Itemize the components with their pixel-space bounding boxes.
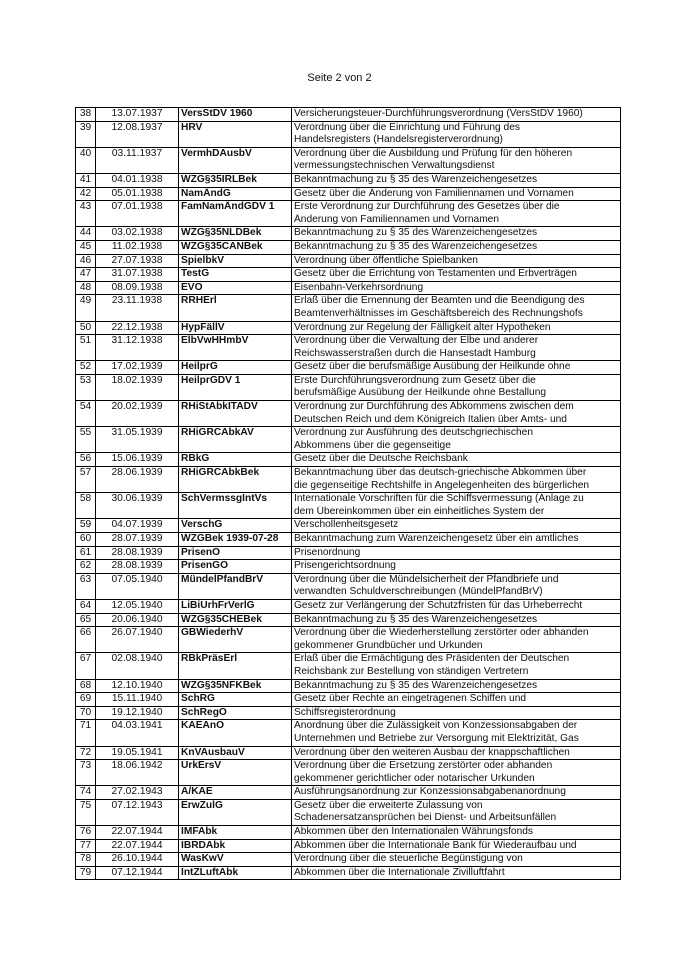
row-number: 49 — [76, 295, 96, 321]
page-header: Seite 2 von 2 — [307, 72, 372, 84]
table-row — [76, 546, 621, 560]
row-date: 22.07.1944 — [96, 826, 179, 840]
table-row — [76, 826, 621, 840]
row-number: 58 — [76, 493, 96, 519]
table-row — [76, 853, 621, 867]
row-title — [292, 201, 621, 227]
row-title-line: Verordnung zur Regelung der Fälligkeit alter Hypotheken — [294, 321, 551, 333]
row-number: 55 — [76, 427, 96, 453]
row-number: 44 — [76, 227, 96, 241]
row-abbreviation: GBWiederhV — [179, 627, 292, 653]
row-title-line: Gesetz zur Verlängerung der Schutzfristen für das Urheberrecht — [294, 599, 583, 611]
row-date: 11.02.1938 — [96, 240, 179, 254]
row-abbreviation: RRHErl — [179, 295, 292, 321]
row-abbreviation: WZG§35CANBek — [179, 240, 292, 254]
row-number: 57 — [76, 467, 96, 493]
row-number: 72 — [76, 746, 96, 760]
row-abbreviation: HeilprGDV 1 — [179, 374, 292, 400]
row-number: 77 — [76, 839, 96, 853]
row-date: 07.12.1943 — [96, 799, 179, 825]
row-abbreviation: IMFAbk — [179, 826, 292, 840]
row-title-line: Schadenersatzansprüchen bei Dienst- und Arbeitsunfällen — [294, 812, 557, 824]
table-row — [76, 720, 621, 746]
table-row — [76, 693, 621, 707]
row-title — [292, 121, 621, 147]
row-title — [292, 866, 621, 880]
row-title — [292, 627, 621, 653]
row-date: 03.02.1938 — [96, 227, 179, 241]
row-number: 39 — [76, 121, 96, 147]
row-title — [292, 268, 621, 282]
row-date: 31.12.1938 — [96, 335, 179, 361]
law-table — [75, 107, 621, 880]
table-row — [76, 760, 621, 786]
row-number: 38 — [76, 108, 96, 122]
row-title-line: Verordnung über öffentliche Spielbanken — [294, 254, 478, 266]
row-title — [292, 573, 621, 599]
table-row — [76, 706, 621, 720]
row-title — [292, 519, 621, 533]
row-number: 68 — [76, 679, 96, 693]
row-title-line: Verordnung zur Ausführung des deutschgriechischen — [294, 427, 533, 439]
table-row — [76, 799, 621, 825]
row-abbreviation: IntZLuftAbk — [179, 866, 292, 880]
row-title — [292, 693, 621, 707]
row-date: 28.06.1939 — [96, 467, 179, 493]
table-row — [76, 427, 621, 453]
table-row — [76, 679, 621, 693]
row-number: 42 — [76, 187, 96, 201]
row-date: 18.02.1939 — [96, 374, 179, 400]
row-number: 61 — [76, 546, 96, 560]
row-abbreviation: MündelPfandBrV — [179, 573, 292, 599]
row-title — [292, 799, 621, 825]
law-table-body — [76, 108, 621, 880]
table-row — [76, 599, 621, 613]
table-row — [76, 321, 621, 335]
row-title-line: Verordnung über die steuerliche Begünstigung von — [294, 853, 523, 865]
row-abbreviation: SchRG — [179, 693, 292, 707]
row-date: 19.05.1941 — [96, 746, 179, 760]
row-date: 12.05.1940 — [96, 599, 179, 613]
row-date: 02.08.1940 — [96, 653, 179, 679]
row-title-line: Erlaß über die Ernennung der Beamten und die Beendigung des — [294, 295, 585, 307]
row-number: 69 — [76, 693, 96, 707]
row-title-line: Erlaß über die Ermächtigung des Präsidenten der Deutschen — [294, 653, 570, 665]
row-title-line: Erste Durchführungsverordnung zum Gesetz über die — [294, 374, 536, 386]
row-title-line: Verordnung über die Ausbildung und Prüfung für den höheren — [294, 147, 573, 159]
row-title — [292, 227, 621, 241]
row-title-line: Verordnung über die Einrichtung und Führung des — [294, 121, 520, 133]
row-title — [292, 493, 621, 519]
table-row — [76, 533, 621, 547]
table-row — [76, 467, 621, 493]
row-abbreviation: IBRDAbk — [179, 839, 292, 853]
row-abbreviation: VermhDAusbV — [179, 147, 292, 173]
table-row — [76, 866, 621, 880]
row-title-line: Abkommen über die Internationale Zivilluftfahrt — [294, 866, 505, 878]
table-row — [76, 361, 621, 375]
row-title-line: Prisengerichtsordnung — [294, 560, 396, 572]
row-abbreviation: RBkG — [179, 453, 292, 467]
row-title-line: verwandten Schuldverschreibungen (MündelPfandBrV) — [294, 586, 543, 598]
row-number: 67 — [76, 653, 96, 679]
row-title-line: Verordnung über die Ersetzung zerstörter oder abhanden — [294, 760, 553, 772]
row-number: 70 — [76, 706, 96, 720]
row-number: 75 — [76, 799, 96, 825]
row-title — [292, 467, 621, 493]
row-title-line: Abkommen über die Internationale Bank für Wiederaufbau und — [294, 839, 577, 851]
row-title — [292, 401, 621, 427]
row-number: 62 — [76, 560, 96, 574]
row-title-line: Reichswasserstraßen durch die Hansestadt Hamburg — [294, 347, 536, 359]
table-row — [76, 147, 621, 173]
row-title-line: Gesetz über die erweiterte Zulassung von — [294, 799, 483, 811]
row-number: 76 — [76, 826, 96, 840]
row-date: 07.05.1940 — [96, 573, 179, 599]
table-row — [76, 560, 621, 574]
table-row — [76, 573, 621, 599]
row-title — [292, 826, 621, 840]
row-abbreviation: HypFällV — [179, 321, 292, 335]
row-number: 40 — [76, 147, 96, 173]
row-abbreviation: WZG§35NFKBek — [179, 679, 292, 693]
row-date: 05.01.1938 — [96, 187, 179, 201]
row-date: 18.06.1942 — [96, 760, 179, 786]
row-number: 52 — [76, 361, 96, 375]
row-title-line: Prisenordnung — [294, 546, 361, 558]
row-abbreviation: UrkErsV — [179, 760, 292, 786]
table-row — [76, 627, 621, 653]
row-title — [292, 653, 621, 679]
row-date: 15.11.1940 — [96, 693, 179, 707]
table-row — [76, 254, 621, 268]
row-title — [292, 853, 621, 867]
row-date: 31.07.1938 — [96, 268, 179, 282]
row-number: 50 — [76, 321, 96, 335]
row-abbreviation: VerschG — [179, 519, 292, 533]
row-title — [292, 599, 621, 613]
row-title-line: Handelsregisters (Handelsregisterverordnung) — [294, 134, 503, 146]
row-title — [292, 361, 621, 375]
row-title-line: Gesetz über Rechte an eingetragenen Schiffen und — [294, 693, 527, 705]
row-abbreviation: HRV — [179, 121, 292, 147]
row-abbreviation: RHiStAbkITADV — [179, 401, 292, 427]
row-abbreviation: HeilprG — [179, 361, 292, 375]
row-title — [292, 533, 621, 547]
row-abbreviation: LiBiUrhFrVerlG — [179, 599, 292, 613]
row-abbreviation: ErwZulG — [179, 799, 292, 825]
table-row — [76, 240, 621, 254]
row-abbreviation: KnVAusbauV — [179, 746, 292, 760]
row-date: 07.12.1944 — [96, 866, 179, 880]
row-date: 22.07.1944 — [96, 839, 179, 853]
row-title — [292, 786, 621, 800]
table-row — [76, 173, 621, 187]
row-title — [292, 147, 621, 173]
row-title — [292, 760, 621, 786]
table-row — [76, 335, 621, 361]
row-date: 26.07.1940 — [96, 627, 179, 653]
row-title-line: Bekanntmachung zu § 35 des Warenzeichengesetzes — [294, 679, 538, 691]
row-abbreviation: ElbVwHHmbV — [179, 335, 292, 361]
row-abbreviation: KAEAnO — [179, 720, 292, 746]
row-title — [292, 746, 621, 760]
row-title-line: Verordnung über die Wiederherstellung zerstörter oder abhanden — [294, 627, 589, 639]
row-title-line: Eisenbahn-Verkehrsordnung — [294, 281, 424, 293]
row-abbreviation: WZG§35NLDBek — [179, 227, 292, 241]
row-date: 31.05.1939 — [96, 427, 179, 453]
row-title — [292, 173, 621, 187]
row-number: 63 — [76, 573, 96, 599]
row-date: 26.10.1944 — [96, 853, 179, 867]
row-title — [292, 453, 621, 467]
row-title — [292, 679, 621, 693]
table-row — [76, 268, 621, 282]
row-abbreviation: WZG§35CHEBek — [179, 613, 292, 627]
row-date: 12.10.1940 — [96, 679, 179, 693]
row-title-line: Verschollenheitsgesetz — [294, 519, 399, 531]
row-date: 04.01.1938 — [96, 173, 179, 187]
table-row — [76, 374, 621, 400]
row-number: 56 — [76, 453, 96, 467]
row-title — [292, 613, 621, 627]
row-title — [292, 546, 621, 560]
row-title-line: Gesetz über die Errichtung von Testamenten und Erbverträgen — [294, 268, 577, 280]
row-title — [292, 706, 621, 720]
row-abbreviation: SpielbkV — [179, 254, 292, 268]
row-number: 71 — [76, 720, 96, 746]
row-title-line: Bekanntmachung zu § 35 des Warenzeichengesetzes — [294, 227, 538, 239]
table-row — [76, 281, 621, 295]
row-number: 73 — [76, 760, 96, 786]
row-date: 12.08.1937 — [96, 121, 179, 147]
row-number: 54 — [76, 401, 96, 427]
row-date: 30.06.1939 — [96, 493, 179, 519]
row-title-line: Bekanntmachung zu § 35 des Warenzeichengesetzes — [294, 173, 538, 185]
row-title-line: Erste Verordnung zur Durchführung des Gesetzes über die — [294, 201, 560, 213]
row-number: 65 — [76, 613, 96, 627]
row-date: 17.02.1939 — [96, 361, 179, 375]
row-abbreviation: SchRegO — [179, 706, 292, 720]
row-title-line: Abkommens über die gegenseitige — [294, 439, 451, 451]
table-row — [76, 108, 621, 122]
row-title-line: gekommener gerichtlicher oder notarischer Urkunden — [294, 772, 535, 784]
row-title-line: Gesetz über die Deutsche Reichsbank — [294, 453, 468, 465]
row-title — [292, 187, 621, 201]
row-abbreviation: WZG§35IRLBek — [179, 173, 292, 187]
row-title — [292, 108, 621, 122]
row-title-line: Schiffsregisterordnung — [294, 706, 396, 718]
row-title-line: Versicherungsteuer-Durchführungsverordnung (VersStDV 1960) — [294, 108, 583, 119]
row-date: 28.07.1939 — [96, 533, 179, 547]
row-number: 66 — [76, 627, 96, 653]
row-date: 04.07.1939 — [96, 519, 179, 533]
row-date: 23.11.1938 — [96, 295, 179, 321]
table-row — [76, 295, 621, 321]
row-title — [292, 321, 621, 335]
row-title — [292, 254, 621, 268]
row-title-line: Reichsbank zur Bestellung von ständigen Vertretern — [294, 665, 529, 677]
row-date: 22.12.1938 — [96, 321, 179, 335]
row-abbreviation: WasKwV — [179, 853, 292, 867]
row-title — [292, 427, 621, 453]
row-title — [292, 560, 621, 574]
row-title-line: die gegenseitige Rechtshilfe in Angelegenheiten des bürgerlichen — [294, 479, 590, 491]
row-date: 08.09.1938 — [96, 281, 179, 295]
row-title-line: Verordnung über die Mündelsicherheit der Pfandbriefe und — [294, 573, 559, 585]
row-title-line: Internationale Vorschriften für die Schiffsvermessung (Anlage zu — [294, 493, 584, 505]
row-abbreviation: VersStDV 1960 — [179, 108, 292, 122]
row-abbreviation: TestG — [179, 268, 292, 282]
row-number: 59 — [76, 519, 96, 533]
row-number: 41 — [76, 173, 96, 187]
table-row — [76, 227, 621, 241]
row-title — [292, 839, 621, 853]
row-date: 03.11.1937 — [96, 147, 179, 173]
row-abbreviation: PrisenO — [179, 546, 292, 560]
row-date: 19.12.1940 — [96, 706, 179, 720]
row-title-line: Unternehmen und Betriebe zur Versorgung mit Elektrizität, Gas — [294, 732, 579, 744]
table-row — [76, 201, 621, 227]
row-number: 60 — [76, 533, 96, 547]
row-abbreviation: FamNamÄndGDV 1 — [179, 201, 292, 227]
row-title-line: Ausführungsanordnung zur Konzessionsabgabenanordnung — [294, 786, 566, 798]
row-abbreviation: EVO — [179, 281, 292, 295]
row-title-line: vermessungstechnischen Verwaltungsdienst — [294, 160, 495, 172]
row-title-line: Änderung von Familiennamen und Vornamen — [294, 213, 500, 225]
row-title-line: dem Übereinkommen über ein einheitliches System der — [294, 505, 545, 517]
row-title-line: gekommener Grundbücher und Urkunden — [294, 639, 483, 651]
row-abbreviation: PrisenGO — [179, 560, 292, 574]
table-row — [76, 519, 621, 533]
row-title-line: Gesetz über die berufsmäßige Ausübung der Heilkunde ohne — [294, 361, 571, 373]
row-title-line: Verordnung zur Durchführung des Abkommens zwischen dem — [294, 401, 574, 413]
table-row — [76, 401, 621, 427]
row-title-line: Bekanntmachung zu § 35 des Warenzeichengesetzes — [294, 613, 538, 625]
table-row — [76, 613, 621, 627]
row-title-line: Deutschen Reich und dem Königreich Italien über Amts- und — [294, 413, 567, 425]
table-row — [76, 746, 621, 760]
row-number: 78 — [76, 853, 96, 867]
row-date: 28.08.1939 — [96, 546, 179, 560]
row-number: 74 — [76, 786, 96, 800]
row-title-line: Verordnung über die Verwaltung der Elbe und anderer — [294, 335, 539, 347]
row-date: 20.06.1940 — [96, 613, 179, 627]
row-abbreviation: A/KAE — [179, 786, 292, 800]
row-title — [292, 240, 621, 254]
row-number: 47 — [76, 268, 96, 282]
row-title-line: Bekanntmachung über das deutsch-griechische Abkommen über — [294, 467, 587, 479]
row-number: 51 — [76, 335, 96, 361]
row-title-line: Beamtenverhältnisses im Geschäftsbereich des Rechnungshofs — [294, 307, 583, 319]
row-title — [292, 295, 621, 321]
row-abbreviation: RBkPräsErl — [179, 653, 292, 679]
row-date: 27.07.1938 — [96, 254, 179, 268]
row-number: 43 — [76, 201, 96, 227]
row-number: 53 — [76, 374, 96, 400]
table-row — [76, 453, 621, 467]
row-abbreviation: RHiGRCAbkBek — [179, 467, 292, 493]
row-number: 79 — [76, 866, 96, 880]
row-title — [292, 374, 621, 400]
table-row — [76, 493, 621, 519]
table-row — [76, 187, 621, 201]
row-date: 04.03.1941 — [96, 720, 179, 746]
row-abbreviation: RHiGRCAbkAV — [179, 427, 292, 453]
row-date: 07.01.1938 — [96, 201, 179, 227]
row-date: 28.08.1939 — [96, 560, 179, 574]
row-number: 64 — [76, 599, 96, 613]
row-abbreviation: SchVermssgIntVs — [179, 493, 292, 519]
table-row — [76, 786, 621, 800]
row-title-line: Verordnung über den weiteren Ausbau der knappschaftlichen — [294, 746, 570, 758]
row-title-line: Anordnung über die Zulässigkeit von Konzessionsabgaben der — [294, 720, 578, 732]
table-row — [76, 653, 621, 679]
row-date: 13.07.1937 — [96, 108, 179, 122]
row-date: 20.02.1939 — [96, 401, 179, 427]
row-number: 46 — [76, 254, 96, 268]
row-title — [292, 720, 621, 746]
row-title — [292, 335, 621, 361]
row-title-line: berufsmäßige Ausübung der Heilkunde ohne Bestallung — [294, 387, 547, 399]
row-number: 45 — [76, 240, 96, 254]
row-date: 27.02.1943 — [96, 786, 179, 800]
row-abbreviation: NamÄndG — [179, 187, 292, 201]
row-number: 48 — [76, 281, 96, 295]
table-row — [76, 839, 621, 853]
table-row — [76, 121, 621, 147]
row-title-line: Bekanntmachung zum Warenzeichengesetz über ein amtliches — [294, 533, 579, 544]
row-title-line: Gesetz über die Änderung von Familiennamen und Vornamen — [294, 187, 574, 199]
row-abbreviation: WZGBek 1939-07-28 — [179, 533, 292, 547]
row-title — [292, 281, 621, 295]
row-date: 15.06.1939 — [96, 453, 179, 467]
row-title-line: Bekanntmachung zu § 35 des Warenzeichengesetzes — [294, 240, 538, 252]
row-title-line: Abkommen über den Internationalen Währungsfonds — [294, 826, 533, 838]
